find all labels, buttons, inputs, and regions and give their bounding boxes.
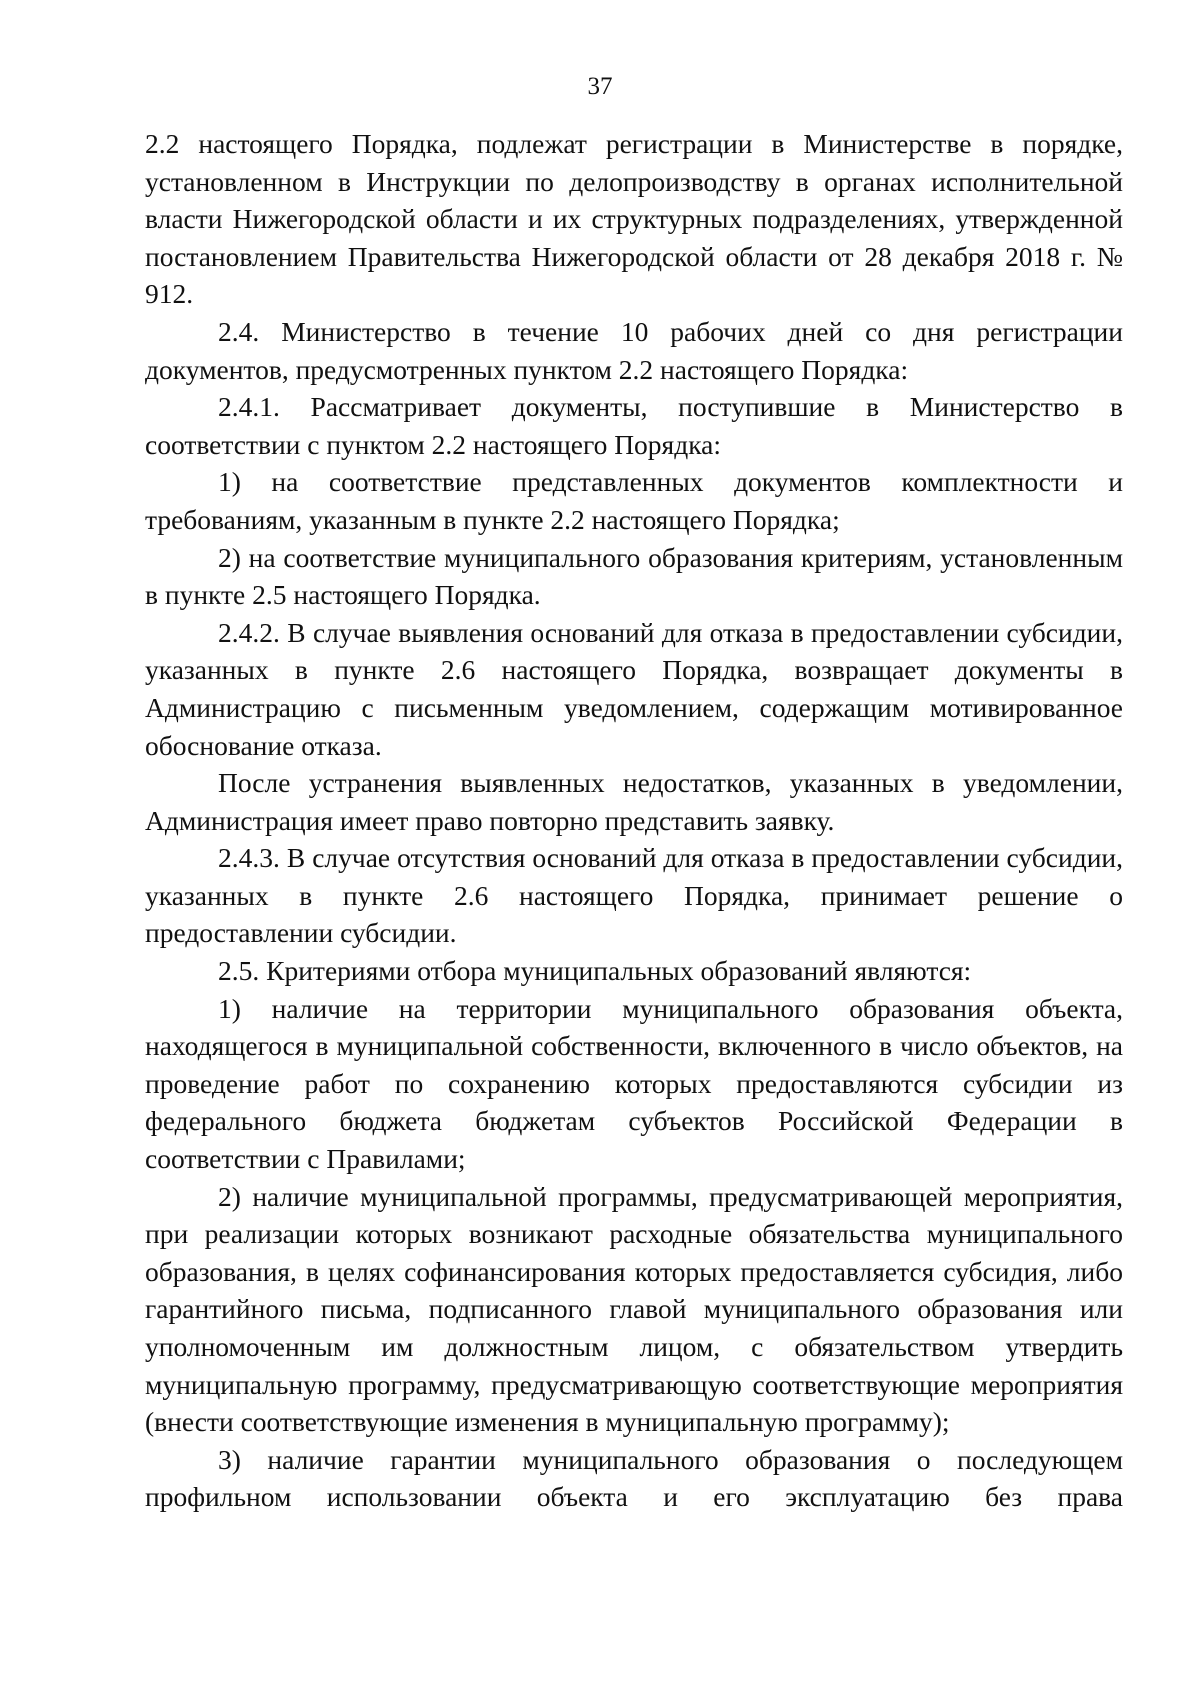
- paragraph-2-5-item-3: 3) наличие гарантии муниципального образования о последующем профильном использовании объекта и его эксплуатацию без права: [145, 1443, 1123, 1513]
- paragraph-2-4-1-item-2: 2) на соответствие муниципального образования критериям, установленным в пункте 2.5 настоящего Порядка.: [145, 541, 1123, 611]
- paragraph-2-5: 2.5. Критериями отбора муниципальных образований являются:: [218, 955, 972, 987]
- paragraph-2-4-1-item-1: 1) на соответствие представленных документов комплектности и требованиям, указанным в пункте 2.2 настоящего Порядка;: [145, 466, 1123, 535]
- paragraph-2-5-item-2: 2) наличие муниципальной программы, предусматривающей мероприятия, при реализации которых возникают расходные обязательства муниципального образования, в целях софинансирования которых предоставляется субсидия, либо гарантийного письма, подписанного главой муниципального образования или уполномоченным им должностным лицом, с обязательством утвердить муниципальную программу, предусматривающую соответствующие мероприятия (внести соответствующие изменения в муниципальную программу);: [145, 1180, 1123, 1438]
- page-number: 37: [587, 73, 613, 100]
- document-body: [145, 125, 1123, 1516]
- paragraph-continuation: 2.2 настоящего Порядка, подлежат регистрации в Министерстве в порядке, установленном в Инструкции по делопроизводству в органах исполнительной власти Нижегородской области и их структурных подразделениях, утвержденной постановлением Правительства Нижегородской области от 28 декабря 2018 г. № 912.: [145, 128, 1123, 310]
- paragraph-2-4-2: 2.4.2. В случае выявления оснований для отказа в предоставлении субсидии, указанных в пункте 2.6 настоящего Порядка, возвращает документы в Администрацию с письменным уведомлением, содержащим мотивированное обоснование отказа.: [145, 616, 1123, 761]
- paragraph-2-4: 2.4. Министерство в течение 10 рабочих дней со дня регистрации документов, предусмотренных пунктом 2.2 настоящего Порядка:: [145, 315, 1123, 385]
- paragraph-2-4-1: 2.4.1. Рассматривает документы, поступившие в Министерство в соответствии с пунктом 2.2 настоящего Порядка:: [145, 391, 1123, 460]
- paragraph-2-5-item-1: 1) наличие на территории муниципального образования объекта, находящегося в муниципальной собственности, включенного в число объектов, на проведение работ по сохранению которых предоставляются субсидии из федерального бюджета бюджетам субъектов Российской Федерации в соответствии с Правилами;: [145, 992, 1123, 1175]
- paragraph-2-4-2-followup: После устранения выявленных недостатков, указанных в уведомлении, Администрация имеет право повторно представить заявку.: [145, 767, 1123, 836]
- paragraph-2-4-3: 2.4.3. В случае отсутствия оснований для отказа в предоставлении субсидии, указанных в пункте 2.6 настоящего Порядка, принимает решение о предоставлении субсидии.: [145, 842, 1123, 949]
